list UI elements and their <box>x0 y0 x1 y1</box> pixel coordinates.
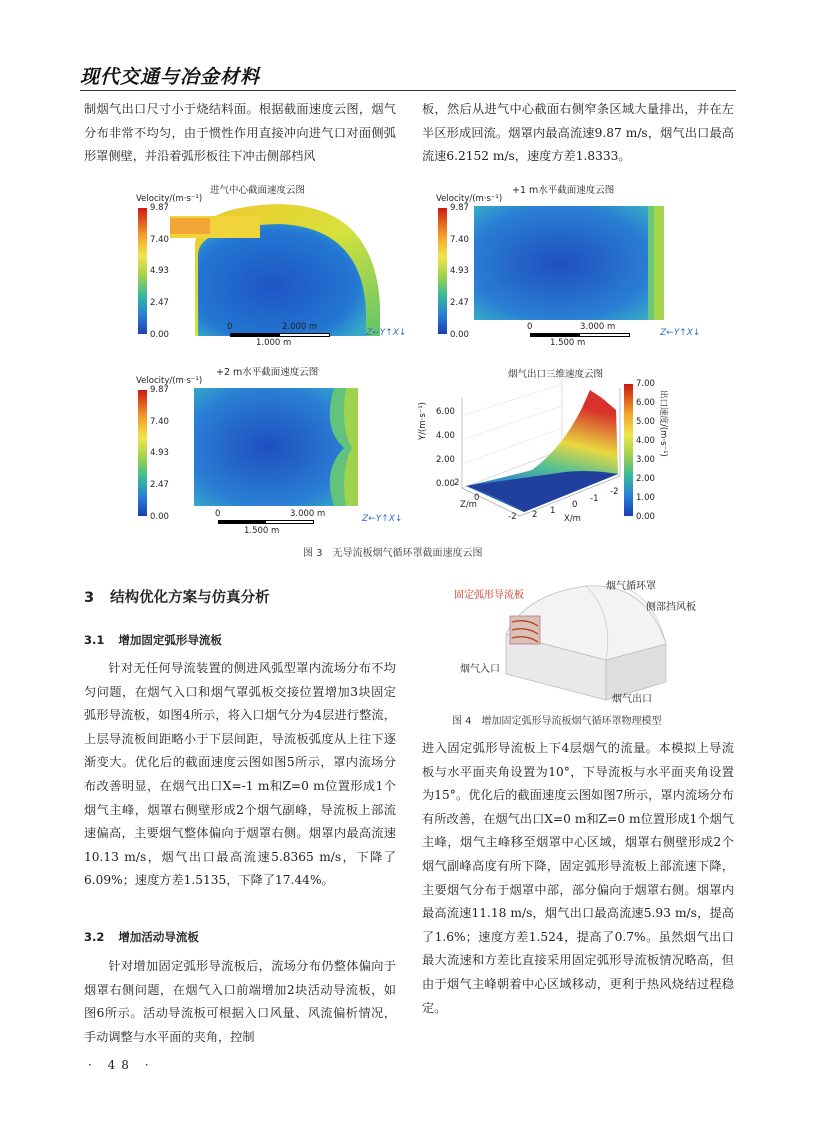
cbar-tick: 2.00 <box>636 474 655 484</box>
journal-title: 现代交通与冶金材料 <box>80 66 261 88</box>
y-tick: 0.00 <box>436 479 455 489</box>
cbar-tick: 0.00 <box>636 512 655 522</box>
velocity-label: Velocity/(m·s⁻¹) <box>136 194 203 204</box>
panel-title: +1 m水平截面速度云图 <box>512 185 615 196</box>
scale-mid: 1.500 m <box>244 526 280 536</box>
colorbar <box>438 208 447 334</box>
y-tick: 2.00 <box>436 455 455 465</box>
cbar-tick: 0.00 <box>450 330 469 340</box>
scale-left: 0 <box>527 322 533 332</box>
velocity-label: Velocity/(m·s⁻¹) <box>136 376 203 386</box>
x-tick: 1 <box>550 506 556 516</box>
scale-left: 0 <box>215 509 221 519</box>
left-top-text: 制烟气出口尺寸小于烧结料面。根据截面速度云图，烟气分布非常不均匀，由于惯性作用直接冲向进气口对面侧弧形罩侧壁，并沿着弧形板往下冲击侧部档风 <box>84 102 396 164</box>
z-axis-label: Z/m <box>460 500 477 510</box>
subsection-title: 增加活动导流板 <box>118 930 199 944</box>
axis-indicator: Z←Y↑X↓ <box>366 328 407 338</box>
panel-title: +2 m水平截面速度云图 <box>216 367 319 378</box>
figure-3-caption: 图 3 无导流板烟气循环罩截面速度云图 <box>303 548 483 559</box>
axis-indicator: Z←Y↑X↓ <box>362 514 403 524</box>
cbar-tick: 9.87 <box>450 203 469 213</box>
x-tick: 2 <box>532 510 538 520</box>
header-rule <box>80 90 736 91</box>
body-paragraph: 针对增加固定弧形导流板后，流场分布仍整体偏向于烟罩右侧问题，在烟气入口前端增加2块活动导流板，如图6所示。活动导流板可根据入口风量、风流偏析情况，手动调整与水平面的夹角，控制 <box>84 959 396 1044</box>
section-3-heading <box>84 586 270 607</box>
cbar-tick: 9.87 <box>150 385 169 395</box>
velocity-label: Velocity/(m·s⁻¹) <box>436 194 503 204</box>
x-tick: -1 <box>590 494 599 504</box>
figure-4-caption: 图 4 增加固定弧形导流板烟气循环罩物理模型 <box>452 716 662 727</box>
cbar-tick: 7.40 <box>150 417 169 427</box>
cbar-tick: 1.00 <box>636 493 655 503</box>
panel-title: 进气中心截面速度云图 <box>210 185 306 196</box>
scale-mid: 1.500 m <box>550 338 586 348</box>
cbar-tick: 4.93 <box>150 448 169 458</box>
section-title: 结构优化方案与仿真分析 <box>110 590 270 606</box>
z-tick: 0 <box>474 493 480 503</box>
z-tick: 2 <box>454 478 460 488</box>
colorbar <box>138 390 147 516</box>
right-top-text: 板，然后从进气中心截面右侧窄条区域大量排出，并在左半区形成回流。烟罩内最高流速9.87 m/s，烟气出口最高流速6.2152 m/s，速度方差1.8333。 <box>422 102 734 164</box>
section-number: 3 <box>84 590 95 606</box>
cbar-tick: 0.00 <box>150 512 169 522</box>
y-axis-label: Y/(m·s⁻¹) <box>418 402 428 440</box>
subsection-3-2-heading <box>84 929 199 945</box>
x-tick: -2 <box>610 487 619 497</box>
cbar-tick: 9.87 <box>150 203 169 213</box>
velocity-contour-plus1m <box>474 206 664 320</box>
cbar-tick: 2.47 <box>450 298 469 308</box>
label-hood: 烟气循环罩 <box>606 581 656 592</box>
body-paragraph: 进入固定弧形导流板上下4层烟气的流量。本模拟上导流板与水平面夹角设置为10°，下导流板与水平面夹角设置为15°。优化后的截面速度云图如图7所示，罩内流场分布有所改善，在烟气出口X=0 m和Z=0 m位置形成1个烟气主峰，烟气主峰移至烟罩中心区域，烟罩右侧壁形成2个烟气副峰高度有所下降，固定弧形导流板上部流速下降，主要烟气分布于烟罩中部，部分偏向于烟罩右侧。烟罩内最高流速11.18 m/s，烟气出口最高流速5.93 m/s，提高了1.6%；速度方差1.524，提高了0.7%。虽然烟气出口最大流速和方差比直接采用固定弧形导流板情况略高，但由于烟气主峰朝着中心区域移动，更利于热风烧结过程稳定。 <box>422 741 734 1015</box>
x-axis-label: X/m <box>564 514 581 524</box>
section-3-1-body <box>84 657 396 893</box>
x-tick: 0 <box>572 500 578 510</box>
cbar-tick: 7.00 <box>636 379 655 389</box>
scale-right: 3.000 m <box>580 322 616 332</box>
cbar-tick: 5.00 <box>636 417 655 427</box>
cbar-tick: 0.00 <box>150 330 169 340</box>
label-side-baffle: 侧部挡风板 <box>646 602 696 613</box>
colorbar <box>138 208 147 334</box>
cbar-tick: 4.93 <box>150 266 169 276</box>
label-outlet: 烟气出口 <box>612 694 652 705</box>
cbar-tick: 4.93 <box>450 266 469 276</box>
scale-bar <box>218 520 314 524</box>
subsection-number: 3.1 <box>84 633 105 647</box>
y-tick: 4.00 <box>436 431 455 441</box>
subsection-number: 3.2 <box>84 930 105 944</box>
cbar-tick: 2.47 <box>150 480 169 490</box>
scale-left: 0 <box>227 322 233 332</box>
cbar-tick: 7.40 <box>450 235 469 245</box>
label-fixed-guide-plate: 固定弧形导流板 <box>454 590 524 601</box>
right-body <box>422 737 734 1020</box>
subsection-title: 增加固定弧形导流板 <box>118 633 222 647</box>
right-top-paragraph <box>422 98 734 169</box>
velocity-contour-plus2m <box>194 388 358 506</box>
colorbar-label: 出口速度/(m·s⁻¹) <box>658 390 668 457</box>
label-inlet: 烟气入口 <box>460 664 500 675</box>
scale-right: 2.000 m <box>282 322 318 332</box>
axis-indicator: Z←Y↑X↓ <box>660 328 701 338</box>
scale-mid: 1.000 m <box>256 338 292 348</box>
cbar-tick: 2.47 <box>150 298 169 308</box>
left-top-paragraph <box>84 98 396 169</box>
scale-bar <box>230 333 330 337</box>
scale-bar <box>530 333 630 337</box>
body-paragraph: 针对无任何导流装置的侧进风弧型罩内流场分布不均匀问题，在烟气入口和烟气罩弧板交接位置增加3块固定弧形导流板，如图4所示，将入口烟气分为4层进行整流，上层导流板间距略小于下层间距，导流板弧度从上往下逐渐变大。优化后的截面速度云图如图5所示，罩内流场分布改善明显，在烟气出口X=-1 m和Z=0 m位置形成1个烟气主峰，烟罩右侧壁形成2个烟气副峰，导流板上部流速偏高，主要烟气整体偏向于烟罩右侧。烟罩内最高流速10.13 m/s，烟气出口最高流速5.8365 m/s，下降了6.09%；速度方差1.5135，下降了17.44%。 <box>84 661 396 888</box>
velocity-contour-inlet <box>170 196 390 336</box>
subsection-3-1-heading <box>84 632 222 648</box>
cbar-tick: 4.00 <box>636 436 655 446</box>
colorbar-3d <box>624 384 633 516</box>
panel-title: 烟气出口三维速度云图 <box>508 369 604 380</box>
cbar-tick: 3.00 <box>636 455 655 465</box>
page-number: · 48 · <box>88 1058 155 1072</box>
cbar-tick: 7.40 <box>150 235 169 245</box>
cbar-tick: 6.00 <box>636 398 655 408</box>
z-tick: -2 <box>508 512 517 522</box>
y-tick: 6.00 <box>436 407 455 417</box>
section-3-2-body <box>84 955 396 1049</box>
scale-right: 3.000 m <box>290 509 326 519</box>
